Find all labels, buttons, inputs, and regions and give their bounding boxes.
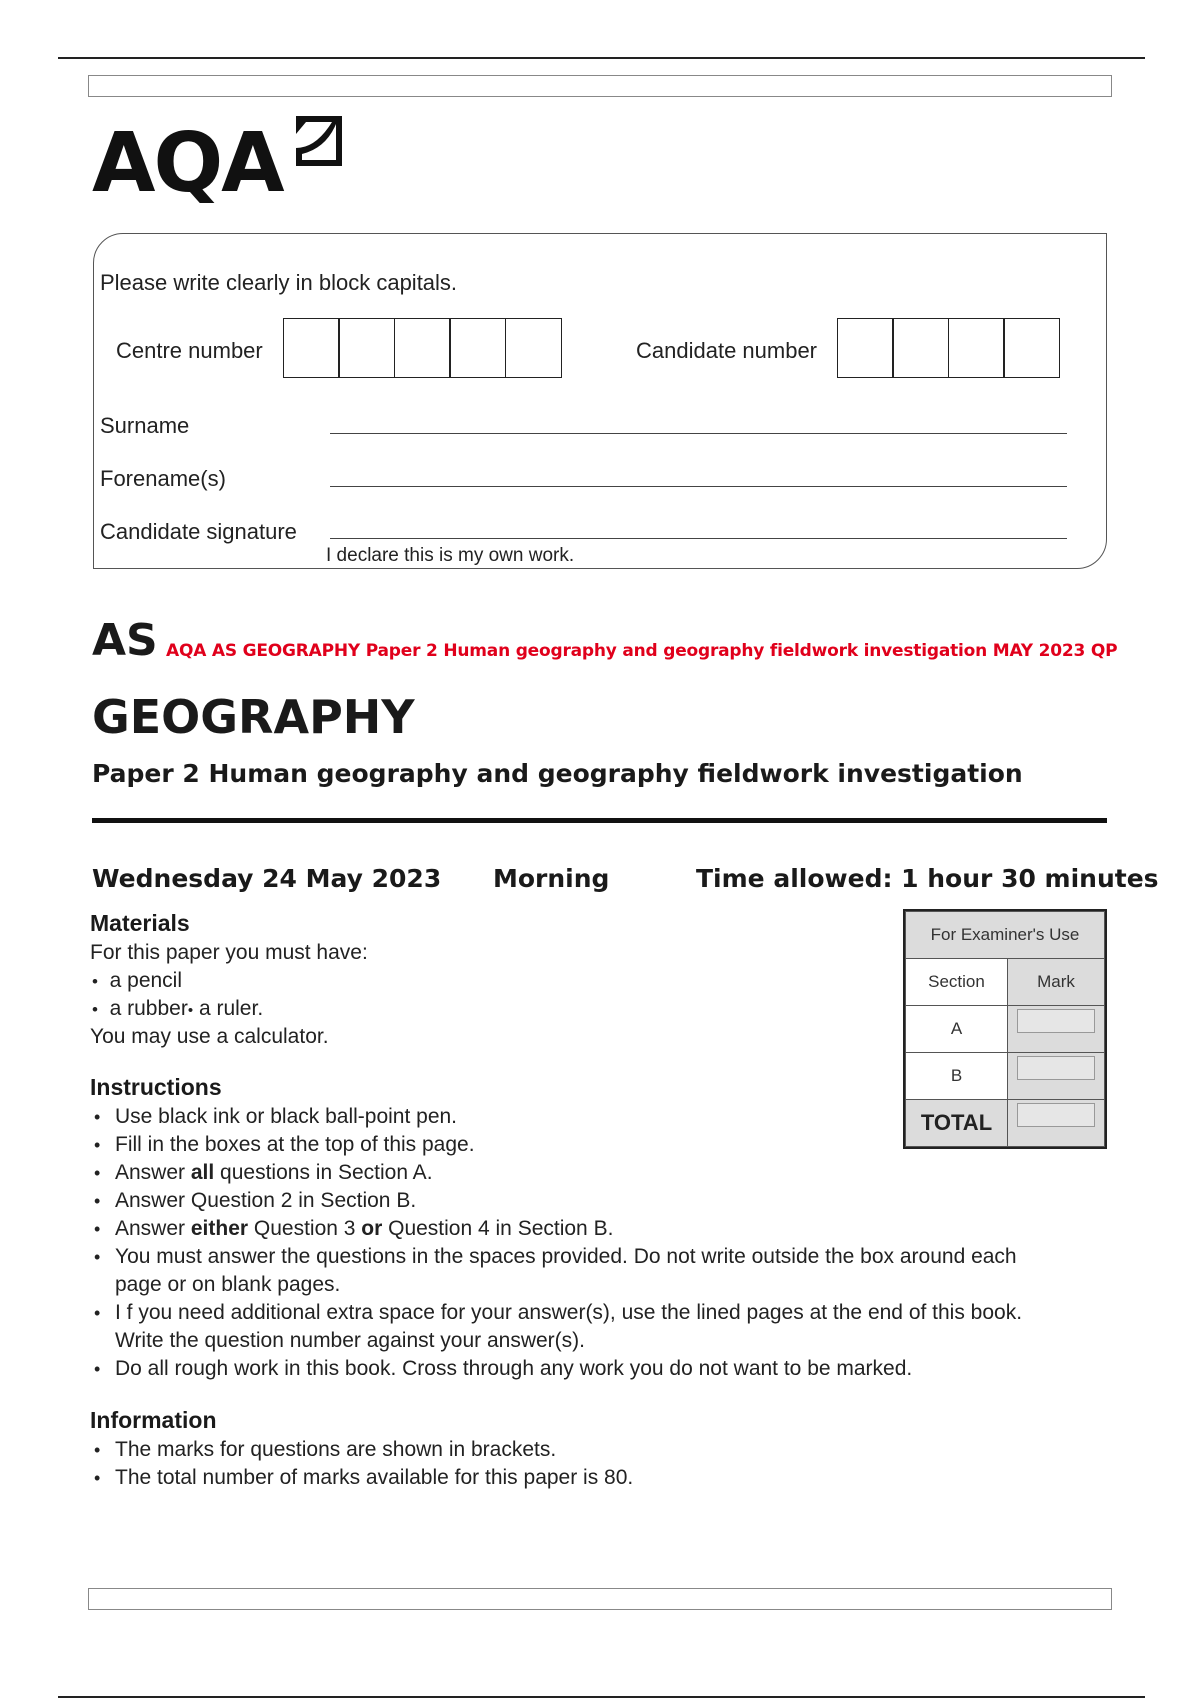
subject-heading: GEOGRAPHY: [92, 690, 415, 744]
information-list: [92, 1436, 1092, 1492]
signature-label: Candidate signature: [100, 519, 297, 544]
total-label: TOTAL: [906, 1100, 1008, 1147]
instruction-item: • Answer all questions in Section A.: [92, 1159, 1112, 1187]
centre-digit-box[interactable]: [338, 318, 395, 378]
instructions-heading: Instructions: [90, 1074, 222, 1100]
information-item: • The total number of marks available for this paper is 80.: [92, 1464, 1092, 1492]
instruction-item-continued: page or on blank pages.: [115, 1273, 341, 1296]
centre-digit-box[interactable]: [394, 318, 451, 378]
examiners-use-table: [903, 909, 1107, 1149]
instruction-item: • Use black ink or black ball-point pen.: [92, 1103, 1112, 1131]
forenames-field[interactable]: [330, 486, 1067, 487]
top-barcode-bar: [88, 75, 1112, 97]
declaration-text: I declare this is my own work.: [326, 545, 575, 566]
exam-session: Morning: [493, 864, 610, 893]
instruction-item: • I f you need additional extra space for your answer(s), use the lined pages at the end of this book.: [92, 1299, 1112, 1327]
centre-number-label: Centre number: [116, 338, 263, 363]
candidate-digit-box[interactable]: [948, 318, 1005, 378]
signature-field[interactable]: [330, 538, 1067, 539]
forenames-label: Forename(s): [100, 466, 226, 491]
bottom-rule: [58, 1696, 1145, 1698]
centre-digit-box[interactable]: [283, 318, 340, 378]
time-allowed: Time allowed: 1 hour 30 minutes: [696, 864, 1159, 893]
materials-heading: Materials: [90, 910, 190, 936]
centre-digit-box[interactable]: [449, 318, 506, 378]
candidate-number-label: Candidate number: [636, 338, 818, 363]
level-heading: AS: [92, 615, 158, 666]
aqa-logo: [92, 112, 362, 211]
instruction-item-continued: Write the question number against your answer(s).: [115, 1329, 585, 1352]
centre-digit-box[interactable]: [505, 318, 562, 378]
calculator-note: You may use a calculator.: [90, 1025, 329, 1048]
title-divider: [92, 818, 1107, 823]
materials-item: • a pencil: [92, 969, 183, 992]
aqa-logo-mark-icon: [292, 112, 346, 170]
instruction-item: • Answer Question 2 in Section B.: [92, 1187, 1112, 1215]
total-mark: [1008, 1100, 1105, 1147]
candidate-digit-box[interactable]: [837, 318, 894, 378]
exam-date: Wednesday 24 May 2023: [92, 864, 442, 893]
surname-field[interactable]: [330, 433, 1067, 434]
logo-text: AQA: [92, 116, 283, 211]
instruction-item: • Answer either Question 3 or Question 4 in Section B.: [92, 1215, 1112, 1243]
section-b-mark: [1008, 1053, 1105, 1100]
block-capitals-instruction: Please write clearly in block capitals.: [100, 270, 458, 295]
paper-title: Paper 2 Human geography and geography fieldwork investigation: [92, 759, 1023, 788]
examiner-table-title: For Examiner's Use: [906, 912, 1105, 959]
materials-intro: For this paper you must have:: [90, 941, 368, 964]
mark-column-header: Mark: [1008, 959, 1105, 1006]
instruction-item: • Do all rough work in this book. Cross through any work you do not want to be marked.: [92, 1355, 1112, 1383]
candidate-digit-box[interactable]: [892, 318, 949, 378]
section-a-mark: [1008, 1006, 1105, 1053]
section-a-label: A: [906, 1006, 1008, 1053]
surname-label: Surname: [100, 413, 190, 438]
information-heading: Information: [90, 1407, 217, 1433]
centre-number-boxes[interactable]: [284, 318, 562, 378]
instruction-item: • You must answer the questions in the spaces provided. Do not write outside the box around each: [92, 1243, 1112, 1271]
section-b-label: B: [906, 1053, 1008, 1100]
instruction-item: • Fill in the boxes at the top of this page.: [92, 1131, 1112, 1159]
materials-item: • a rubber• a ruler.: [92, 997, 264, 1020]
candidate-number-boxes[interactable]: [838, 318, 1060, 378]
candidate-digit-box[interactable]: [1003, 318, 1060, 378]
document-title: AQA AS GEOGRAPHY Paper 2 Human geography and geography fieldwork investigation MAY 2023 QP: [166, 641, 1118, 661]
information-item: • The marks for questions are shown in brackets.: [92, 1436, 1092, 1464]
bottom-barcode-bar: [88, 1588, 1112, 1610]
section-column-header: Section: [906, 959, 1008, 1006]
top-rule: [58, 57, 1145, 59]
